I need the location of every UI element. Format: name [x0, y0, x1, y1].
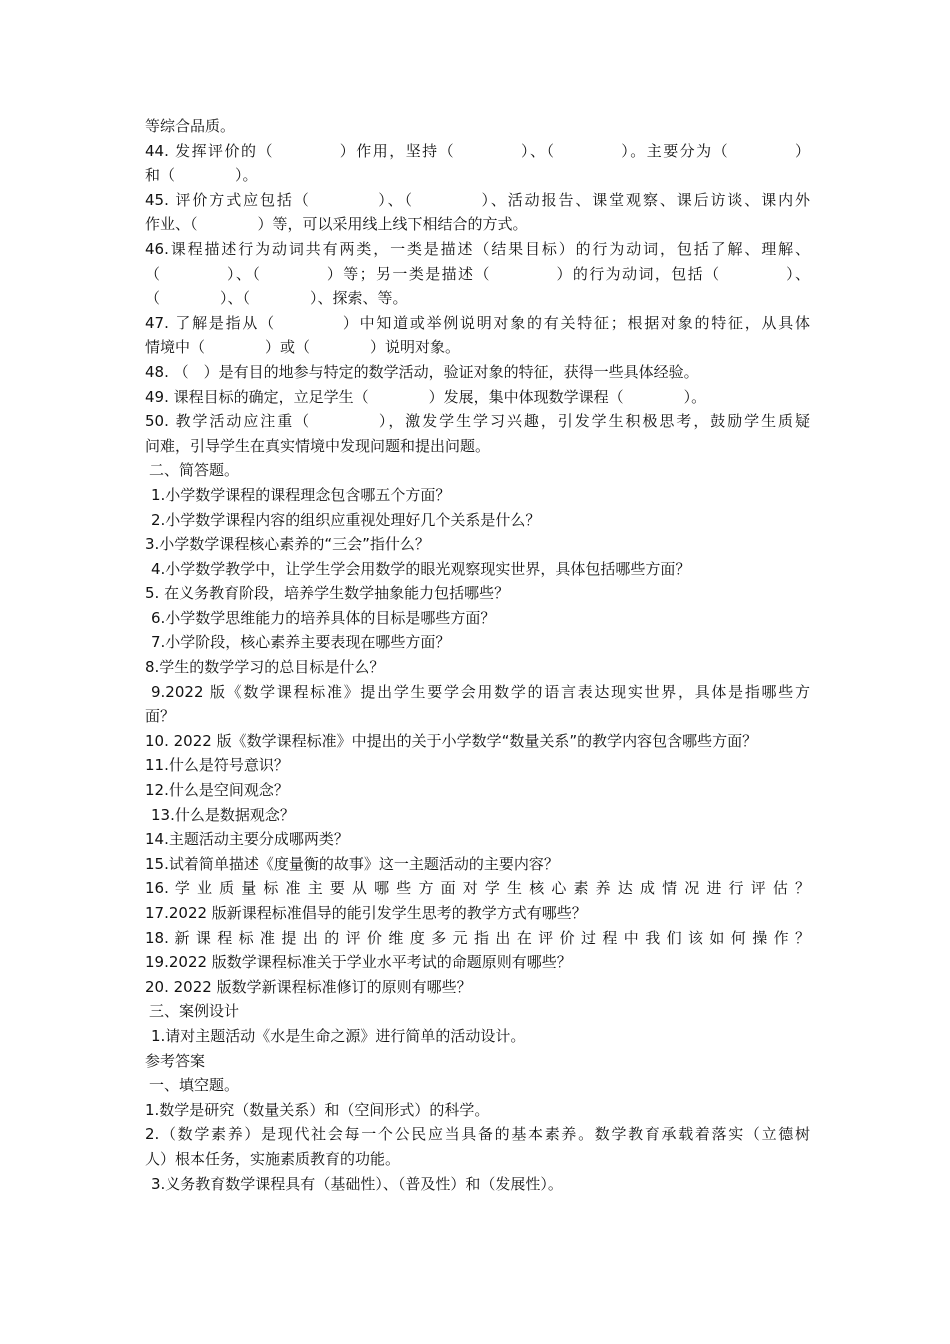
- question-45: 45. 评价方式应包括（ ）、（ ）、活动报告、课堂观察、课后访谈、课内外: [145, 190, 810, 209]
- text-line: 和（ ）。: [145, 166, 258, 185]
- text-line: （ ）、（ ）等；另一类是描述（ ）的行为动词，包括（ ）、: [145, 264, 810, 283]
- short-answer-1: 1.小学数学课程的课程理念包含哪五个方面？: [151, 485, 451, 504]
- question-44: 44. 发挥评价的（ ）作用，坚持（ ）、（ ）。主要分为（ ）: [145, 141, 810, 160]
- case-design-1: 1.请对主题活动《水是生命之源》进行简单的活动设计。: [151, 1026, 526, 1045]
- short-answer-14: 14.主题活动主要分成哪两类？: [145, 830, 349, 849]
- answers-heading: 参考答案: [145, 1051, 206, 1070]
- answer-2: 2.（数学素养）是现代社会每一个公民应当具备的基本素养。数学教育承载着落实（立德树: [145, 1125, 810, 1144]
- short-answer-15: 15.试着简单描述《度量衡的故事》这一主题活动的主要内容？: [145, 854, 559, 873]
- question-48: 48. （ ）是有目的地参与特定的数学活动，验证对象的特征，获得一些具体经验。: [145, 362, 699, 381]
- short-answer-2: 2.小学数学课程内容的组织应重视处理好几个关系是什么？: [151, 510, 541, 529]
- text-line: 面？: [145, 707, 176, 726]
- short-answer-10: 10. 2022 版《数学课程标准》中提出的关于小学数学“数量关系”的教学内容包含哪些方面？: [145, 731, 758, 750]
- short-answer-7: 7.小学阶段，核心素养主要表现在哪些方面？: [151, 633, 451, 652]
- short-answer-8: 8.学生的数学学习的总目标是什么？: [145, 658, 385, 677]
- short-answer-6: 6.小学数学思维能力的培养具体的目标是哪些方面？: [151, 608, 496, 627]
- answer-3: 3.义务教育数学课程具有（基础性）、（普及性）和（发展性）。: [151, 1174, 563, 1193]
- text-line: 情境中（ ）或（ ）说明对象。: [145, 338, 461, 357]
- short-answer-18: 18. 新 课 程 标 准 提 出 的 评 价 维 度 多 元 指 出 在 评 价 过 程 中 我 们 该 如 何 操 作 ？: [145, 928, 810, 947]
- answer-1: 1.数学是研究（数量关系）和（空间形式）的科学。: [145, 1100, 490, 1119]
- short-answer-5: 5. 在义务教育阶段，培养学生数学抽象能力包括哪些？: [145, 584, 510, 603]
- short-answer-9: 9.2022 版《数学课程标准》提出学生要学会用数学的语言表达现实世界，具体是指哪些方: [151, 682, 810, 701]
- question-46: 46.课程描述行为动词共有两类，一类是描述（结果目标）的行为动词，包括了解、理解、: [145, 239, 810, 258]
- text-line: 问难，引导学生在真实情境中发现问题和提出问题。: [145, 436, 491, 455]
- short-answer-20: 20. 2022 版数学新课程标准修订的原则有哪些？: [145, 977, 472, 996]
- short-answer-13: 13.什么是数据观念？: [151, 805, 295, 824]
- text-line: 作业、（ ）等，可以采用线上线下相结合的方式。: [145, 215, 528, 234]
- text-line: （ ）、（ ）、探索、等。: [145, 289, 408, 308]
- short-answer-3: 3.小学数学课程核心素养的“三会”指什么？: [145, 535, 430, 554]
- question-50: 50. 教学活动应注重（ ），激发学生学习兴趣，引发学生积极思考，鼓励学生质疑: [145, 412, 810, 431]
- text-line: 人）根本任务，实施素质教育的功能。: [145, 1149, 401, 1168]
- section-heading: 三、案例设计: [149, 1002, 240, 1021]
- document-body: [145, 114, 810, 1196]
- question-47: 47. 了解是指从（ ）中知道或举例说明对象的有关特征；根据对象的特征，从具体: [145, 313, 810, 332]
- question-49: 49. 课程目标的确定，立足学生（ ）发展，集中体现数学课程（ ）。: [145, 387, 707, 406]
- text-line: 等综合品质。: [145, 117, 236, 135]
- section-heading: 一、填空题。: [149, 1076, 240, 1095]
- short-answer-11: 11.什么是符号意识？: [145, 756, 289, 775]
- short-answer-19: 19.2022 版数学课程标准关于学业水平考试的命题原则有哪些？: [145, 953, 572, 972]
- short-answer-4: 4.小学数学教学中，让学生学会用数学的眼光观察现实世界，具体包括哪些方面？: [151, 559, 691, 578]
- short-answer-12: 12.什么是空间观念？: [145, 781, 289, 800]
- section-heading: 二、简答题。: [149, 461, 240, 480]
- short-answer-16: 16. 学 业 质 量 标 准 主 要 从 哪 些 方 面 对 学 生 核 心 素 养 达 成 情 况 进 行 评 估 ？: [145, 879, 810, 898]
- short-answer-17: 17.2022 版新课程标准倡导的能引发学生思考的教学方式有哪些？: [145, 904, 587, 922]
